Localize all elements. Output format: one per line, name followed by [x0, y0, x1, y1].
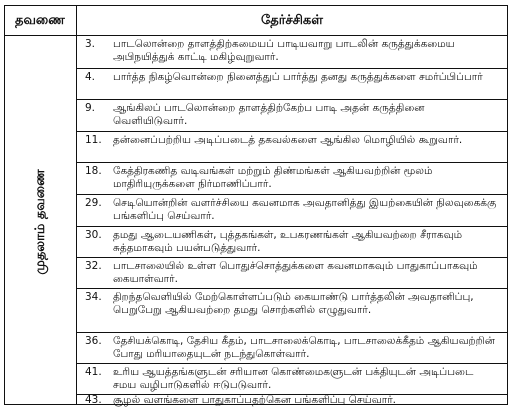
row-number: 11.	[85, 134, 102, 146]
table-row	[77, 132, 507, 163]
row-text: சூழல் வளங்களை பாதுகாப்பதற்கென பங்களிப்பு செய்வார்.	[113, 394, 397, 406]
row-text: தேசியக்கொடி, தேசிய கீதம், பாடசாலைக்கொடி, பாடசாலைக்கீதம் ஆகியவற்றின் போது மரியாதையுடன் நடந்துகொள்வார்.	[113, 335, 495, 360]
table-row	[77, 333, 507, 364]
row-number: 34.	[85, 291, 102, 303]
term-column-header: தவணை	[5, 6, 77, 35]
table-row	[77, 163, 507, 195]
row-number: 29.	[85, 197, 102, 209]
row-text: கேத்திரகணித வடிவங்கள் மற்றும் திண்மங்கள் ஆகியவற்றின் மூலம் மாதிரியுருக்களை நிர்மாணிப்பார்.	[113, 165, 433, 190]
row-number: 4.	[85, 71, 96, 83]
competencies-column-header: தேர்ச்சிகள்	[261, 13, 323, 28]
table-row	[77, 195, 507, 227]
row-number: 32.	[85, 260, 102, 272]
table-row	[77, 289, 507, 333]
row-text: பாடலொன்றை தாளத்திற்கமையப் பாடியவாறு பாடலின் கருத்துக்கமைய அபிநயித்துக் காட்டி மகிழ்வுறுவார்.	[113, 38, 455, 63]
row-text: ஆங்கிலப் பாடலொன்றை தாளத்திற்கேற்ப பாடி அதன் கருத்தினை வெளியிடுவார்.	[113, 102, 425, 127]
row-text: பாடசாலையில் உள்ள பொதுச்சொத்துக்களை கவனமாகவும் பாதுகாப்பாகவும் கையாள்வார்.	[113, 260, 478, 285]
term-cell	[5, 36, 77, 404]
competency-list	[77, 36, 507, 404]
competency-table	[4, 5, 508, 405]
table-row	[77, 258, 507, 289]
row-number: 30.	[85, 229, 102, 241]
term-label: முதலாம் தவணை	[33, 169, 48, 275]
table-row	[77, 364, 507, 395]
table-row	[77, 69, 507, 100]
table-row	[77, 36, 507, 69]
table-row	[77, 100, 507, 132]
row-text: தமது ஆடையணிகள், புத்தகங்கள், உபகரணங்கள் ஆகியவற்றை சீராகவும் சுத்தமாகவும் பயன்படுத்துவார்.	[113, 229, 463, 254]
row-number: 18.	[85, 165, 102, 177]
row-text: பார்த்த நிகழ்வொன்றை நினைத்துப் பார்த்து தனது கருத்துக்களை சமர்ப்பிப்பார்	[113, 71, 483, 83]
row-number: 9.	[85, 102, 96, 114]
row-text: உரிய ஆயத்தங்களுடன் சரியான கொண்மைகளுடன் பக்தியுடன் அடிப்படை சமய வழிபாடுகளில் ஈடுபடுவார்.	[113, 366, 474, 391]
table-header	[5, 6, 507, 36]
row-text: திறந்தவெளியில் மேற்கொள்ளப்படும் கையாண்டு பார்த்தலின் அவதானிப்பு, பெறுபேறு ஆகியவற்றை தமது சொற்களில் எழுதுவார்.	[113, 291, 474, 316]
row-number: 43.	[85, 394, 102, 406]
row-number: 3.	[85, 38, 96, 50]
table-row	[77, 395, 507, 404]
row-number: 36.	[85, 335, 102, 347]
row-text: செடியொன்றின் வளர்ச்சியை கவனமாக அவதானித்து இயற்கையின் நிலவுகைக்கு பங்களிப்பு செய்வார்.	[113, 197, 497, 222]
table-row	[77, 227, 507, 258]
row-text: தன்னைப்பற்றிய அடிப்படைத் தகவல்களை ஆங்கில மொழியில் கூறுவார்.	[113, 134, 463, 146]
row-number: 41.	[85, 366, 102, 378]
